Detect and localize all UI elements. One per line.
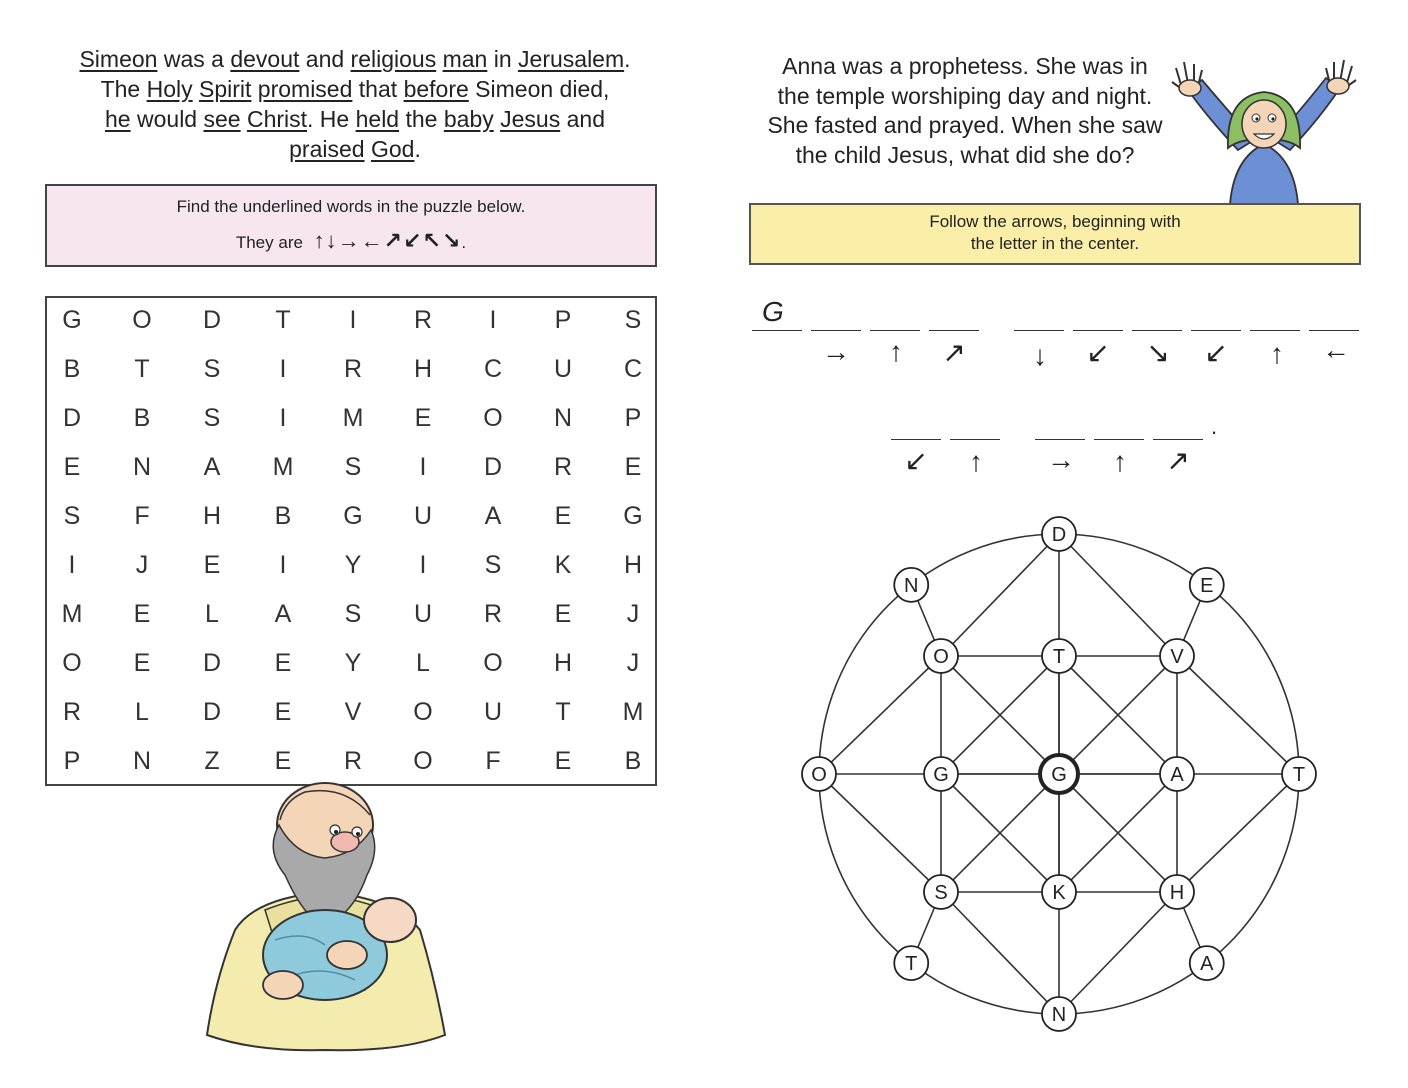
instructions-they-are: They are: [235, 233, 303, 252]
grid-letter[interactable]: S: [203, 404, 221, 432]
underlined-word: promised: [257, 76, 353, 102]
arrow-up-right-icon: ↗: [942, 337, 966, 368]
grid-letter[interactable]: P: [63, 747, 81, 775]
grid-letter[interactable]: U: [483, 698, 503, 726]
arrow-up-right-icon: ↗: [1166, 445, 1190, 476]
letter-wheel: [790, 510, 1330, 1040]
grid-letter[interactable]: D: [202, 698, 222, 726]
wheel-outer-node-sw: [894, 946, 928, 980]
arrow-left-icon: ←: [1322, 334, 1350, 365]
wheel-inner-node-s: [1042, 875, 1076, 909]
grid-letter[interactable]: O: [483, 404, 503, 432]
underlined-word: Jesus: [500, 106, 561, 132]
wheel-inner-node-nw: [924, 639, 958, 673]
given-letter: G: [762, 296, 784, 327]
grid-row: [47, 592, 655, 641]
grid-letter[interactable]: I: [419, 453, 427, 481]
wheel-inner-node-ne: [1160, 639, 1194, 673]
arrow-right-icon: →: [1047, 444, 1075, 475]
instructions-period: .: [461, 233, 467, 252]
answer-blank[interactable]: [1073, 330, 1123, 331]
grid-letter[interactable]: R: [343, 355, 363, 383]
answer-blank[interactable]: [870, 330, 920, 331]
grid-letter[interactable]: K: [554, 551, 572, 579]
arrow-right-icon: →: [822, 336, 850, 367]
underlined-word: devout: [230, 46, 300, 72]
grid-row: [47, 543, 655, 592]
grid-letter[interactable]: B: [274, 502, 292, 530]
wheel-outer-node-e: [1282, 757, 1316, 791]
anna-story-line-2: the temple worshiping day and night.: [777, 82, 1153, 109]
grid-letter[interactable]: E: [133, 600, 151, 628]
wheel-letter: N: [904, 574, 919, 597]
grid-letter[interactable]: R: [343, 747, 363, 775]
underlined-word: Holy: [146, 76, 193, 102]
grid-letter[interactable]: E: [554, 502, 572, 530]
wheel-outer-node-nw: [894, 568, 928, 602]
grid-letter[interactable]: T: [275, 306, 291, 334]
story-text: the: [399, 106, 444, 132]
grid-letter[interactable]: A: [203, 453, 221, 481]
arrow-instructions-line2: the letter in the center.: [970, 234, 1140, 253]
grid-letter[interactable]: O: [413, 747, 433, 775]
grid-letter[interactable]: E: [63, 453, 81, 481]
grid-letter[interactable]: U: [413, 600, 433, 628]
grid-letter[interactable]: I: [489, 306, 497, 334]
grid-letter[interactable]: P: [554, 306, 572, 334]
wheel-letter: O: [933, 646, 949, 668]
wheel-letter: K: [1052, 882, 1066, 904]
underlined-word: baby: [443, 106, 494, 132]
grid-letter[interactable]: M: [622, 698, 644, 726]
grid-letter[interactable]: S: [63, 502, 81, 530]
story-text: Simeon died,: [468, 76, 610, 102]
underlined-word: praised: [289, 136, 365, 162]
underlined-word: Jerusalem: [518, 46, 625, 72]
underlined-word: before: [403, 76, 469, 102]
answer-blank[interactable]: [1035, 439, 1085, 440]
grid-letter[interactable]: T: [555, 698, 571, 726]
grid-row: [47, 494, 655, 543]
answer-blank[interactable]: [1191, 330, 1241, 331]
grid-letter[interactable]: N: [132, 453, 152, 481]
answer-blank[interactable]: [950, 439, 1000, 440]
underlined-word: Simeon: [79, 46, 158, 72]
arrow-down-left-icon: ↙: [904, 445, 928, 476]
wheel-letter: A: [1170, 764, 1184, 786]
wheel-inner-node-n: [1042, 639, 1076, 673]
underlined-word: God: [370, 136, 415, 162]
wheel-inner-node-w: [924, 757, 958, 791]
anna-story-line-3: She fasted and prayed. When she saw: [767, 112, 1163, 138]
wheel-letter: N: [1051, 1004, 1067, 1026]
grid-letter[interactable]: V: [344, 698, 362, 726]
arrow-answer-area: [0, 0, 1408, 500]
underlined-word: Spirit: [199, 76, 252, 102]
wheel-inner-node-se: [1160, 875, 1194, 909]
grid-letter[interactable]: S: [624, 306, 642, 334]
wheel-outer-node-w: [802, 757, 836, 791]
story-text: that: [352, 76, 404, 102]
grid-letter[interactable]: S: [344, 600, 362, 628]
grid-letter[interactable]: R: [62, 698, 82, 726]
simeon-holding-baby-illustration: [195, 780, 455, 1055]
answer-blank[interactable]: [1153, 439, 1203, 440]
arrow-up-icon: ↑: [969, 446, 983, 477]
anna-story-line-4: the child Jesus, what did she do?: [795, 141, 1135, 168]
story-text: would: [130, 106, 204, 132]
underlined-word: Christ: [246, 106, 308, 132]
grid-letter[interactable]: J: [135, 551, 149, 579]
answer-blank[interactable]: [1014, 330, 1064, 331]
underlined-word: man: [442, 46, 488, 72]
answer-blank[interactable]: [1094, 439, 1144, 440]
grid-letter[interactable]: H: [623, 551, 643, 579]
grid-letter[interactable]: D: [202, 649, 222, 677]
grid-letter[interactable]: I: [68, 551, 76, 579]
answer-blank[interactable]: [1250, 330, 1300, 331]
wheel-letter: G: [933, 764, 949, 786]
grid-row: [47, 690, 655, 739]
end-period: .: [1211, 414, 1218, 439]
wheel-inner-node-e: [1160, 757, 1194, 791]
story-text: .: [624, 46, 631, 72]
grid-letter[interactable]: C: [623, 355, 643, 383]
wheel-outer-node-n: [1042, 517, 1076, 551]
grid-letter[interactable]: H: [202, 502, 222, 530]
grid-letter[interactable]: P: [624, 404, 642, 432]
grid-letter[interactable]: G: [623, 502, 643, 530]
grid-letter[interactable]: F: [134, 502, 150, 530]
grid-letter[interactable]: Y: [344, 551, 362, 579]
grid-letter[interactable]: I: [349, 306, 357, 334]
grid-letter[interactable]: S: [203, 355, 221, 383]
wheel-center-node: [1040, 755, 1078, 793]
story-text: .: [414, 136, 421, 162]
grid-letter[interactable]: D: [202, 306, 222, 334]
arrow-down-left-icon: ↙: [1204, 337, 1228, 368]
grid-letter[interactable]: A: [484, 502, 502, 530]
grid-letter[interactable]: O: [413, 698, 433, 726]
answer-blank[interactable]: [929, 330, 979, 331]
underlined-word: he: [105, 106, 131, 132]
wheel-letter: S: [934, 882, 948, 904]
grid-letter[interactable]: H: [413, 355, 433, 383]
grid-letter[interactable]: G: [62, 306, 82, 334]
grid-letter[interactable]: S: [344, 453, 362, 481]
story-text: in: [487, 46, 519, 72]
grid-letter[interactable]: B: [63, 355, 81, 383]
arrow-instructions-line1: Follow the arrows, beginning with: [929, 212, 1181, 231]
grid-letter[interactable]: O: [483, 649, 503, 677]
wheel-letter: G: [1051, 764, 1067, 786]
story-text: The: [100, 76, 147, 102]
underlined-word: see: [203, 106, 241, 132]
wheel-letter: T: [1052, 646, 1066, 668]
grid-letter[interactable]: D: [62, 404, 82, 432]
grid-letter[interactable]: E: [554, 747, 572, 775]
grid-letter[interactable]: M: [272, 453, 294, 481]
grid-letter[interactable]: C: [483, 355, 503, 383]
story-text: and: [299, 46, 351, 72]
wheel-outer-node-s: [1042, 997, 1076, 1031]
arrow-up-icon: ↑: [889, 336, 903, 367]
wheel-letter: E: [1200, 574, 1214, 597]
arrow-up-icon: ↑: [1270, 338, 1284, 369]
grid-letter[interactable]: M: [342, 404, 364, 432]
underlined-word: held: [355, 106, 400, 132]
grid-letter[interactable]: E: [554, 600, 572, 628]
grid-letter[interactable]: S: [484, 551, 502, 579]
grid-letter[interactable]: R: [483, 600, 503, 628]
grid-letter[interactable]: E: [274, 649, 292, 677]
grid-letter[interactable]: E: [624, 453, 642, 481]
anna-story-line-1: Anna was a prophetess. She was in: [782, 53, 1148, 79]
grid-letter[interactable]: N: [553, 404, 573, 432]
grid-letter[interactable]: Y: [344, 649, 362, 677]
grid-letter[interactable]: L: [205, 600, 219, 628]
grid-letter[interactable]: O: [132, 306, 152, 334]
grid-letter[interactable]: J: [626, 600, 640, 628]
arrow-down-icon: ↓: [1033, 340, 1047, 371]
arrow-up-icon: ↑: [1113, 446, 1127, 477]
grid-letter[interactable]: G: [343, 502, 363, 530]
grid-row: [47, 641, 655, 690]
answer-blank[interactable]: [1132, 330, 1182, 331]
answer-blank[interactable]: [752, 330, 802, 331]
wheel-letter: T: [905, 953, 918, 976]
grid-letter[interactable]: R: [553, 453, 573, 481]
grid-letter[interactable]: B: [624, 747, 642, 775]
grid-letter[interactable]: Z: [204, 747, 220, 775]
grid-letter[interactable]: A: [274, 600, 292, 628]
grid-letter[interactable]: I: [279, 404, 287, 432]
grid-letter[interactable]: U: [413, 502, 433, 530]
story-text: . He: [307, 106, 356, 132]
grid-letter[interactable]: E: [274, 698, 292, 726]
wheel-letter: T: [1292, 764, 1306, 786]
wheel-letter: D: [1051, 524, 1067, 546]
wheel-letter: O: [811, 764, 827, 786]
grid-letter[interactable]: I: [419, 551, 427, 579]
answer-blank[interactable]: [891, 439, 941, 440]
grid-letter[interactable]: R: [413, 306, 433, 334]
grid-letter[interactable]: F: [485, 747, 501, 775]
arrow-down-left-icon: ↙: [1086, 337, 1110, 368]
wheel-letter: V: [1170, 646, 1184, 668]
grid-letter[interactable]: M: [61, 600, 83, 628]
grid-letter[interactable]: D: [483, 453, 503, 481]
grid-letter[interactable]: L: [416, 649, 430, 677]
instructions-line1: Find the underlined words in the puzzle below.: [176, 197, 526, 216]
grid-letter[interactable]: T: [134, 355, 150, 383]
direction-arrows-icon: ↑↓→←↗↙↖↘: [313, 228, 462, 253]
grid-letter[interactable]: J: [626, 649, 640, 677]
grid-letter[interactable]: B: [133, 404, 151, 432]
grid-letter[interactable]: I: [279, 551, 287, 579]
underlined-word: religious: [350, 46, 437, 72]
wheel-letter: A: [1200, 953, 1214, 976]
grid-letter[interactable]: H: [553, 649, 573, 677]
grid-letter[interactable]: E: [203, 551, 221, 579]
wheel-letter: H: [1169, 882, 1185, 904]
story-text: and: [560, 106, 605, 132]
grid-letter[interactable]: E: [274, 747, 292, 775]
grid-letter[interactable]: E: [133, 649, 151, 677]
grid-letter[interactable]: E: [414, 404, 432, 432]
grid-letter[interactable]: N: [132, 747, 152, 775]
grid-letter[interactable]: L: [135, 698, 149, 726]
wheel-outer-node-se: [1190, 946, 1224, 980]
wheel-inner-node-sw: [924, 875, 958, 909]
grid-letter[interactable]: I: [279, 355, 287, 383]
answer-blank[interactable]: [811, 330, 861, 331]
grid-letter[interactable]: U: [553, 355, 573, 383]
grid-letter[interactable]: O: [62, 649, 82, 677]
answer-blank[interactable]: [1309, 330, 1359, 331]
story-text: was a: [157, 46, 231, 72]
wheel-outer-node-ne: [1190, 568, 1224, 602]
arrow-down-right-icon: ↘: [1146, 337, 1170, 368]
